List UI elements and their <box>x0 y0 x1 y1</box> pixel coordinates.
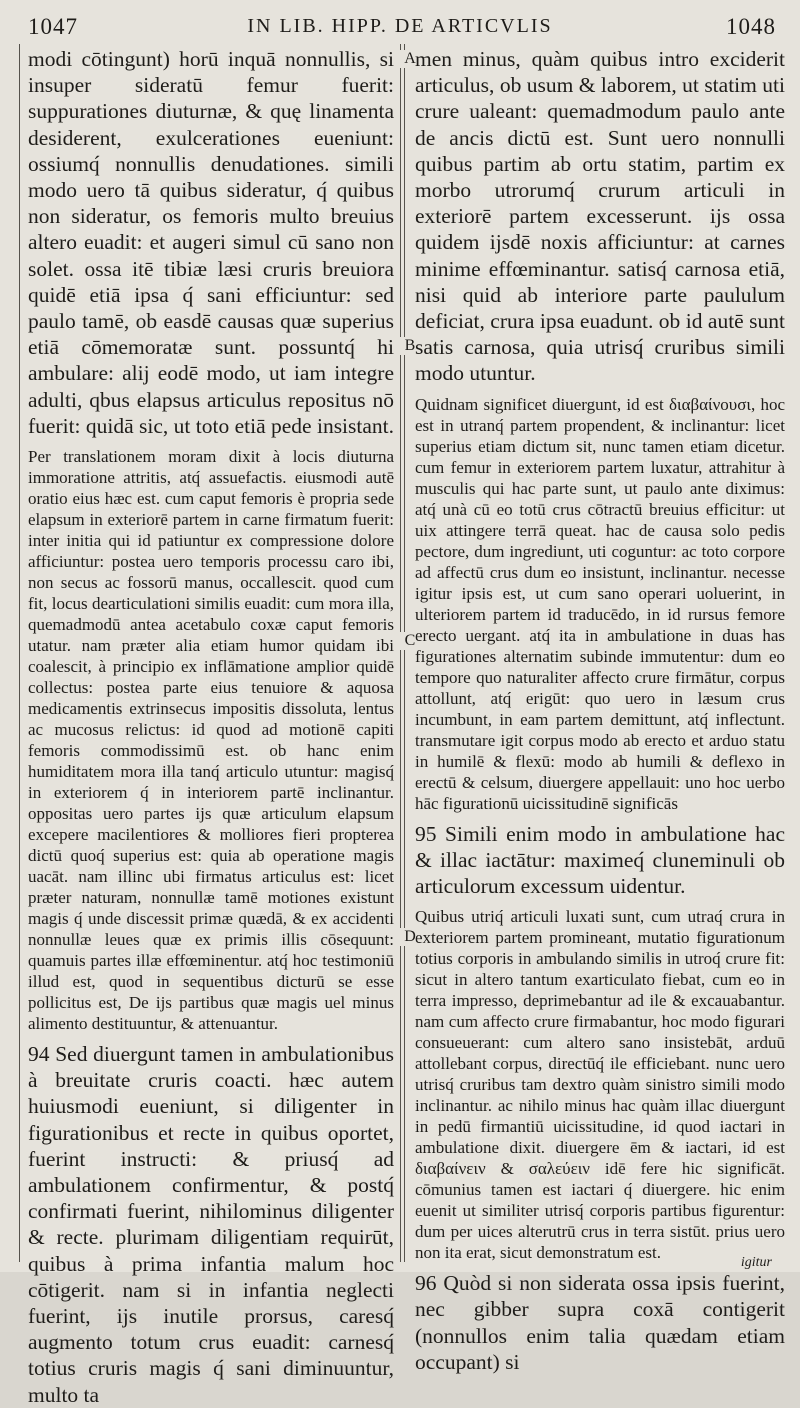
running-head: IN LIB. HIPP. DE ARTICVLIS <box>247 15 553 37</box>
section-text: Sed diuergunt tamen in ambulationibus à breuitate cruris coacti. hæc autem huiusmodi eueniunt, si diligenter in figurationibus et recte in quibus oportet, fuerint instructi: & priusq́ ad ambulationem confirmentur, & postq́ confirmati fuerint, nihilominus diligenter & recte. plurimam diligentiam requirūt, quibus à prima infantia malum hoc cōtigerit. nam si in infantia neglecti fuerint, ijs inutile prorsus, caresq́ augmento totum crus euadit: carnesq́ totius cruris magis q́ sani diminuuntur, multo ta <box>28 1042 394 1407</box>
section-94 <box>28 1041 394 1408</box>
page-header <box>0 0 800 44</box>
section-text: Quòd si non siderata ossa ipsis fuerint, nec gibber supra coxā contigerit (nonnullos enim talia quædam etiam occupant) si <box>415 1271 785 1374</box>
commentary-paragraph: Quidnam significet diuergunt, id est διαβαίνουσι, hoc est in utranq́ partem propendent, & inclinantur: licet superius etiam dictum sit, nunc tamen etiam dicetur. cum femur in exteriorem partem luxatur, attrahitur à musculis qui hac parte sunt, ut paulo ante diximus: atq́ unà cū eo totū crus cōtractū breuius efficitur: ut uix attingere terrā queat. hac de causa solo pedis pectore, dum ingrediunt, uti coguntur: ac toto corpore ad affectū crus dum eo insistunt, inclinantur. necesse igitur ipsis est, ut cum sano operari uoluerint, in ulteriorem partem id traducēdo, in id rursus femore erecto uergant. atq́ ita in ambulatione in duas has figurationes alternatim subinde immutentur: dum eo tempore quo naturaliter affecto crure firmātur, corpus attollunt, atq́ erigūt: quo uero in læsum crus incumbunt, in eam partem demittunt, atq́ inflectunt. transmutare igit corpus modo ab erecto et arduo statu in humilē & flexū: modo ab humili & deflexo in erectū & celsum, diuergere appellauit: uno hoc uerbo hāc figurationū uicissitudinē significās <box>415 394 785 813</box>
column-rule <box>404 44 405 1262</box>
section-96 <box>415 1270 785 1375</box>
margin-letter-a: A <box>400 50 420 68</box>
text-paragraph: modi cōtingunt) horū inquā nonnullis, si insuper sideratū femur fuerit: suppurationes diuturnæ, & quę linamenta desiderent, exulcerationes eueniunt: ossiumq́ nonnullis denudationes. simili modo uero tā quibus sideratur, q́ quibus non sideratur, os femoris multo breuius altero euadit: et augeri simul cū sano non solet. ossa itē tibiæ læsi cruris breuiora quidē etiā ipsa q́ sani efficiuntur: sed paulo tamē, ob easdē causas quæ superius etiā cōmemoratæ sunt. possuntq́ hi ambulare: alij eodē modo, ut iam integre adulti, qbus elapsus articulus repositus nō fuerit: quidā sic, ut toto etiā pede insistant. <box>28 47 395 438</box>
right-column <box>415 46 786 1374</box>
catchword: igitur <box>740 1255 772 1270</box>
text-paragraph: men minus, quàm quibus intro exciderit articulus, ob usum & laborem, ut statim uti crure ualeant: quemadmodum paulo ante de ancis dictū est. Sunt uero nonnulli quibus partim ab ortu statim, partim ex morbo utrorumq́ crurum articuli in exteriorē partem excesserunt. ijs ossa quidem ijsdē noxis afficiuntur: at carnes minime effœminantur. satisq́ carnosa etiā, nisi quid ab interiore parte paululum deficiat, crura ipsa euadunt. ob id autē sunt satis carnosa, quia utrisq́ cruribus simili modo utuntur. <box>415 47 785 386</box>
left-column <box>28 46 395 1407</box>
section-number: 95 <box>415 821 437 846</box>
right-page-number: 1048 <box>726 14 776 39</box>
section-text: Simili enim modo in ambulatione hac & illac iactātur: maximeq́ cluneminuli ob articulorum excessum uidentur. <box>415 821 786 899</box>
left-margin-rule <box>19 44 20 1262</box>
commentary-paragraph: Quibus utriq́ articuli luxati sunt, cum utraq́ crura in exteriorem partem promineant, mutatio figurationum totius corporis in ambulando similis in utroq́ crure fit: sicut in altero tantum exarticulato fiebat, cum eo in terra impresso, deprimebantur ad ile & excauabantur. nam cum affecto crure firmabantur, hoc modo figurari consueuerant: cum altero sano insistebāt, arduū attollebant corpus, directūq́ ile efficiebant. nunc uero utrisq́ cruribus tam dextro quàm sinistro simili modo inclinantur. ac nihilo minus hac quàm illac diuergunt in pedū firmantiū uicissitudine, id quod iactari in ambulatione dixit. diuergere ēm & iactari, id est διαβαίνειν & σαλεύειν idē fere hic significāt. cōmunius tamen est iactari q́ diuergere. hic enim euenit ut similiter utrisq́ corporis partibus figurentur: dum per uices alterutrū crus in terra sistūt. prius uero non ita erat, sicut demonstratum est. <box>415 907 785 1263</box>
column-rule <box>400 44 401 1262</box>
section-number: 96 <box>415 1271 437 1296</box>
left-page-number: 1047 <box>28 14 78 39</box>
margin-letter-c: C <box>400 632 420 650</box>
section-95 <box>415 821 785 900</box>
commentary-paragraph: Per translationem moram dixit à locis diuturna immoratione attritis, atq́ assuefactis. eiusmodi autē oratio eius hæc est. cum caput femoris è propria sede elapsum in exteriorē partem in carne firmatum fuerit: inter initia qui id patiuntur ex compressione dolore afficiuntur: postea uero temporis processu caro ibi, non secus ac fossorū manus, occallescit. quod cum fit, locus dearticulationi similis euadit: cum mora illa, quemadmodū antea acetabulo coxæ caput femoris utatur. nam præter alia etiam humor quidam ibi coalescit, à principio ex inflāmatione amplior quidē collectus: postea parte eius tenuiore & aquosa medicamentis extrinsecus impositis dissoluta, lentus ac mucosus relictus: id quod ad motionē capiti femoris commodissimū est. ob hanc enim humiditatem mora illa tanq́ articulo utuntur: magisq́ in exteriorem q́ in interiorem partē inclinantur. oppositas uero partes ijs quæ articulum elapsum excepere macilentiores & molliores fieri propterea dictū quoq́ superius est: quia ab operatione magis uacāt. nam illinc ubi firmatus articulus est: licet præter naturam, nonnullæ tamē motiones existunt magis q́ unde discessit primæ quædā, & ex accidenti nonnullæ leues quæ ex primis illis cōsequunt: quamuis partes illæ effœminentur. atq́ hoc testimoniū illud est, quod in sequentibus dicturū se esse pollicitus est, De ijs partibus quæ magis uel minus alimento destituuntur, & attenuantur. <box>28 447 394 1034</box>
section-number: 94 <box>28 1042 50 1067</box>
margin-letter-b: B <box>400 337 420 355</box>
margin-letter-d: D <box>400 928 420 946</box>
